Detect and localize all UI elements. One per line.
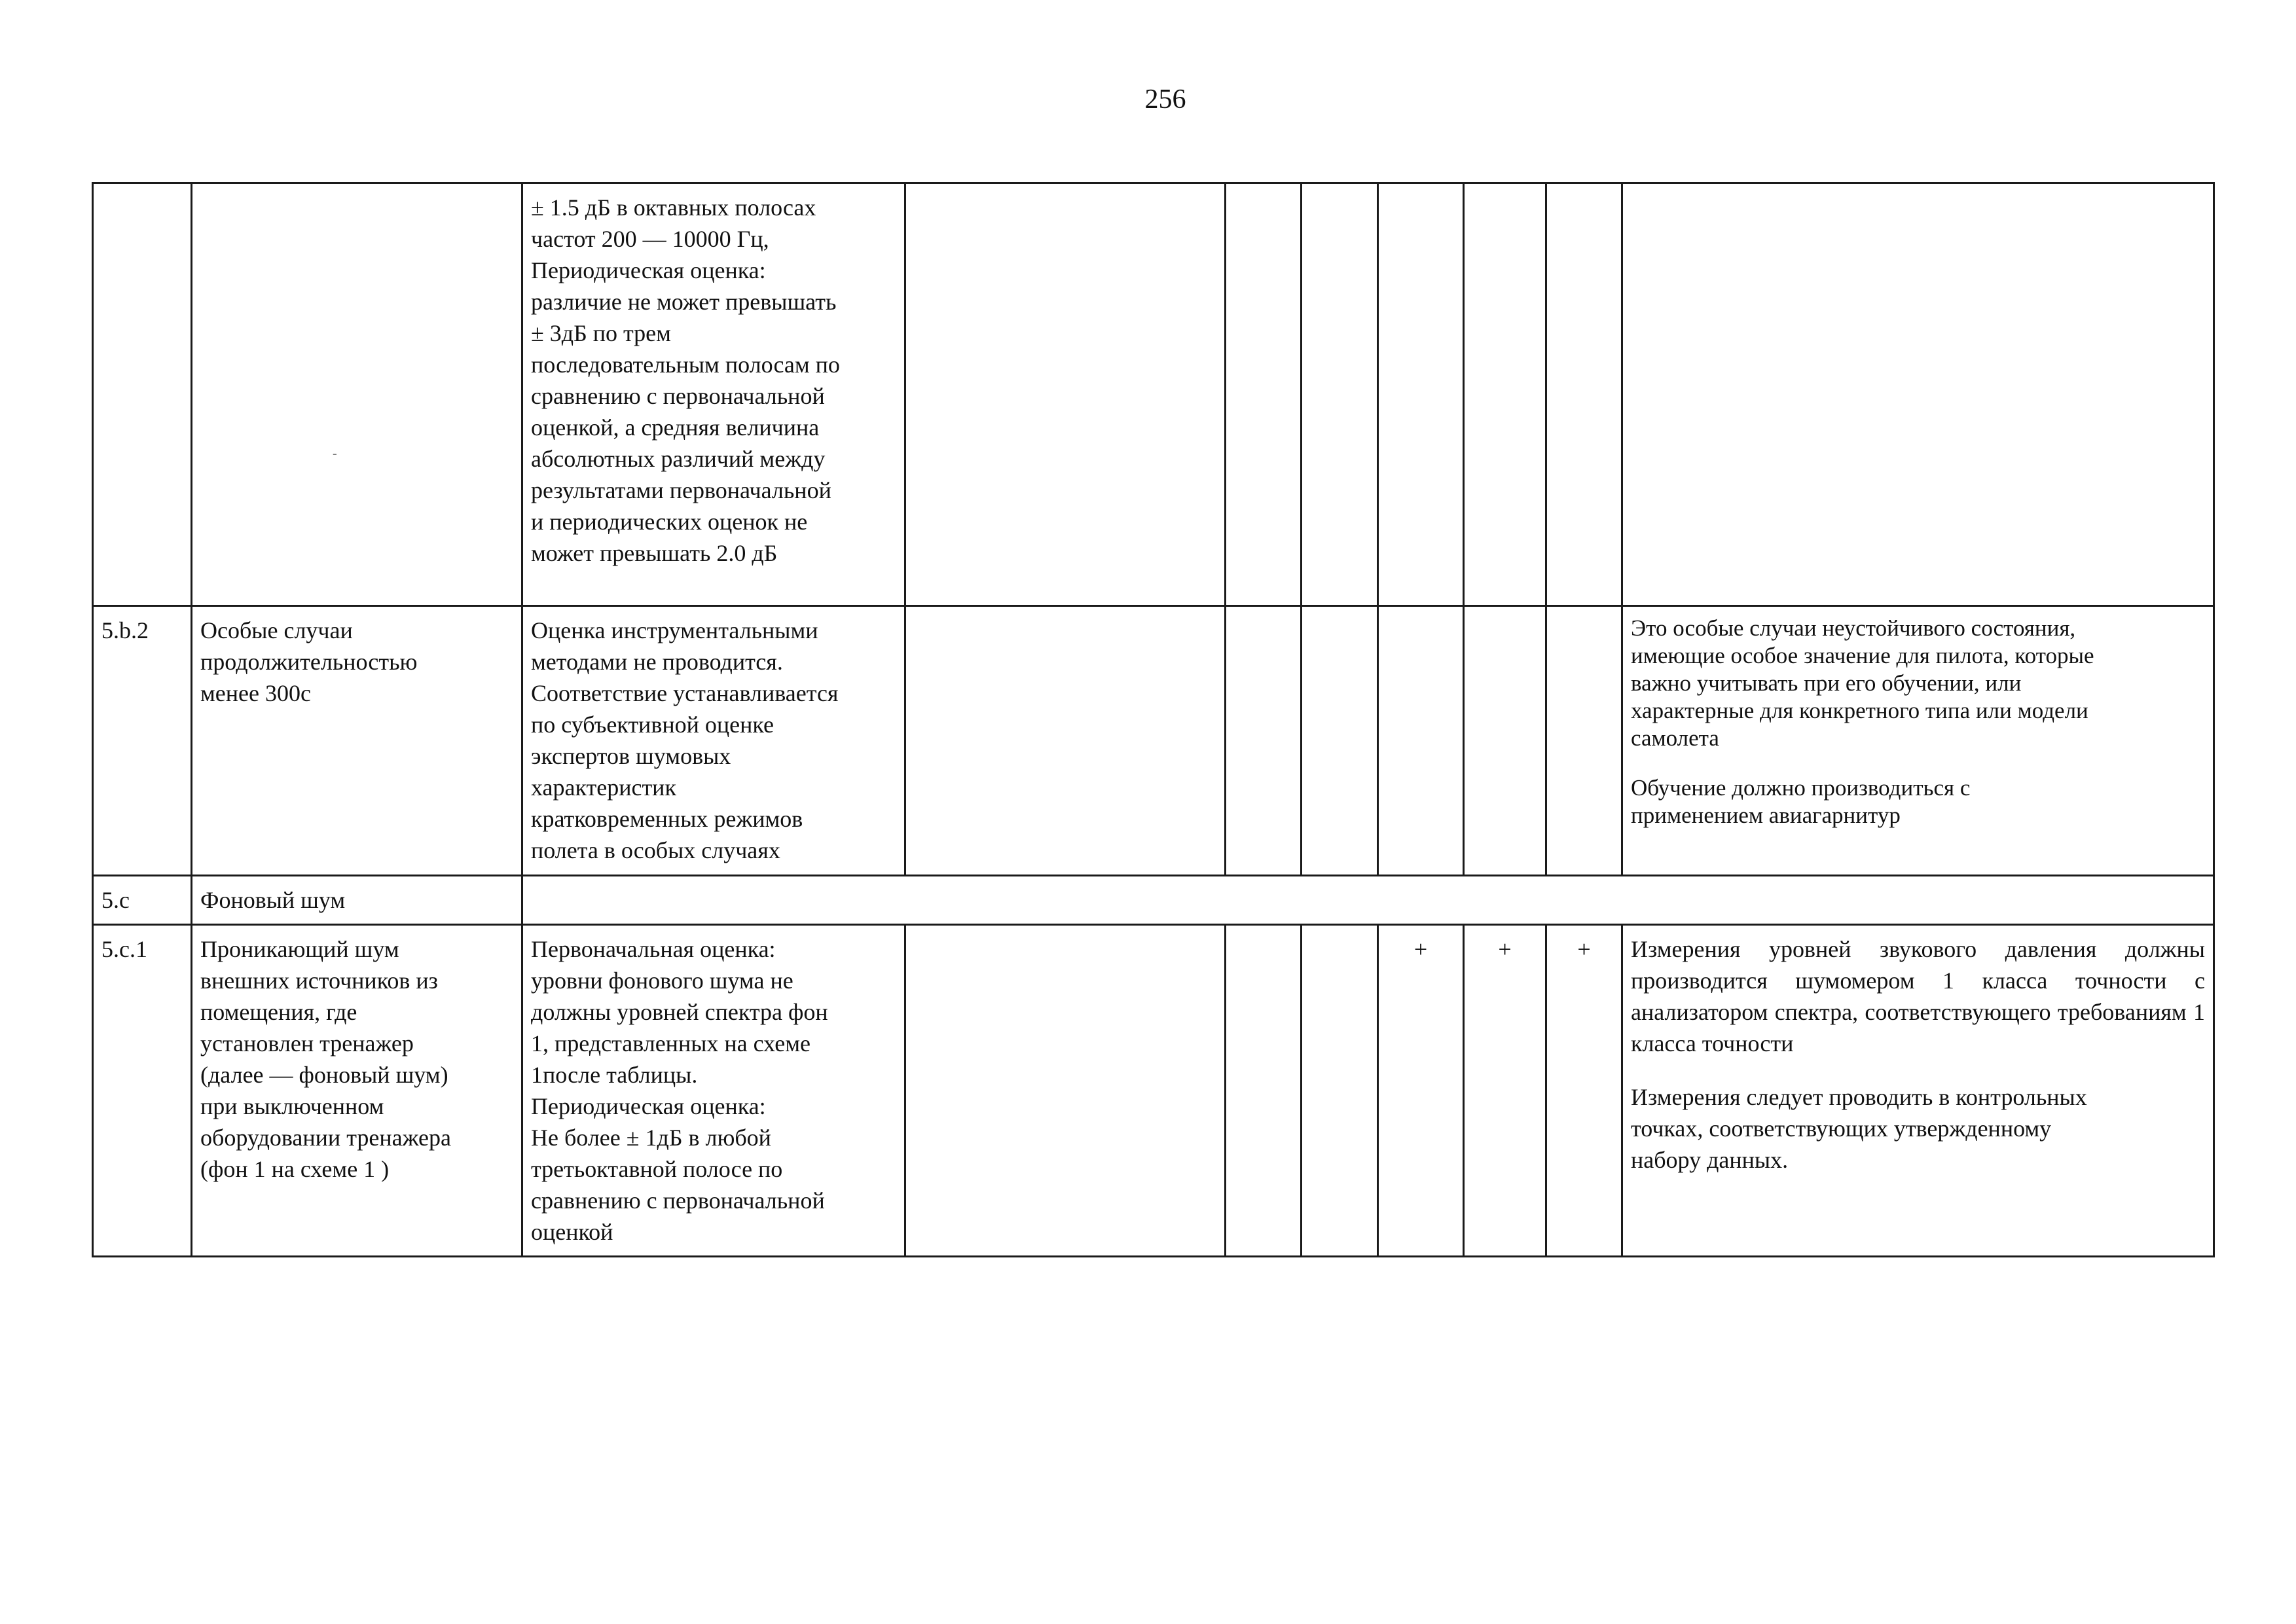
empty-cell	[1546, 606, 1622, 876]
notes-text: Обучение должно производиться с применением авиагарнитур	[1631, 775, 1971, 828]
empty-cell	[905, 183, 1226, 606]
notes-cell	[1622, 606, 2214, 876]
mark-cell	[1464, 925, 1546, 1257]
name-cell	[192, 925, 522, 1257]
plus-mark: +	[1577, 936, 1591, 962]
requirement-text: Оценка инструментальными методами не проводится. Соответствие устанавливается по субъективной оценке экспертов шумовых характеристик кратковременных режимов полета в особых случаях	[531, 617, 839, 863]
table-row	[93, 876, 2214, 925]
empty-cell	[1302, 183, 1378, 606]
empty-cell	[1378, 606, 1464, 876]
empty-cell	[905, 606, 1226, 876]
code-cell	[93, 606, 192, 876]
row-code: 5.b.2	[101, 617, 149, 643]
empty-cell	[1226, 925, 1302, 1257]
code-cell	[93, 183, 192, 606]
empty-cell	[1226, 183, 1302, 606]
notes-text: Это особые случаи неустойчивого состояния, имеющие особое значение для пилота, которые важно учитывать при его обучении, или характерные для конкретного типа или модели самолета	[1631, 615, 2094, 751]
row-code: 5.c.1	[101, 936, 147, 962]
name-cell	[192, 183, 522, 606]
empty-cell	[1302, 606, 1378, 876]
table-row	[93, 925, 2214, 1257]
row-name: Проникающий шум внешних источников из помещения, где установлен тренажер (далее — фоновый шум) при выключенном оборудовании тренажера (фон 1 на схеме 1 )	[200, 936, 451, 1182]
code-cell	[93, 876, 192, 925]
empty-cell	[1378, 183, 1464, 606]
section-title: Фоновый шум	[200, 887, 346, 913]
requirement-cell	[522, 183, 905, 606]
section-span-cell	[522, 876, 2214, 925]
empty-cell	[905, 925, 1226, 1257]
requirements-table	[92, 182, 2215, 1257]
page-number: 256	[1144, 84, 1186, 115]
requirement-text: ± 1.5 дБ в октавных полосах частот 200 — 10000 Гц, Периодическая оценка: различие не может превышать ± 3дБ по трем последовательным полосам по сравнению с первоначальной оценкой, а средняя величина абсолютных различий между результатами первоначальной и периодических оценок не может превышать 2.0 дБ	[531, 194, 840, 566]
table-row	[93, 183, 2214, 606]
row-code: 5.c	[101, 887, 130, 913]
plus-mark: +	[1498, 936, 1512, 962]
requirement-text: Первоначальная оценка: уровни фонового шума не должны уровней спектра фон 1, представленных на схеме 1после таблицы. Периодическая оценка: Не более ± 1дБ в любой третьоктавной полосе по сравнению с первоначальной оценкой	[531, 936, 828, 1245]
plus-mark: +	[1413, 936, 1428, 962]
mark-cell	[1546, 925, 1622, 1257]
empty-cell	[1464, 183, 1546, 606]
empty-cell	[1464, 606, 1546, 876]
name-cell	[192, 606, 522, 876]
row-name: Особые случаи продолжительностью менее 300с	[200, 617, 418, 706]
notes-text: Измерения уровней звукового давления должны производится шумомером 1 класса точности с анализатором спектра, соответствующего требованиям 1 класса точности	[1631, 936, 2205, 1056]
name-cell	[192, 876, 522, 925]
empty-cell	[1546, 183, 1622, 606]
requirement-cell	[522, 925, 905, 1257]
notes-cell	[1622, 183, 2214, 606]
empty-cell	[1226, 606, 1302, 876]
notes-text: Измерения следует проводить в контрольных точках, соответствующих утвержденному набору данных.	[1631, 1084, 2087, 1173]
requirement-cell	[522, 606, 905, 876]
notes-cell	[1622, 925, 2214, 1257]
table-row	[93, 606, 2214, 876]
code-cell	[93, 925, 192, 1257]
stray-mark: -	[333, 446, 337, 461]
mark-cell	[1378, 925, 1464, 1257]
empty-cell	[1302, 925, 1378, 1257]
